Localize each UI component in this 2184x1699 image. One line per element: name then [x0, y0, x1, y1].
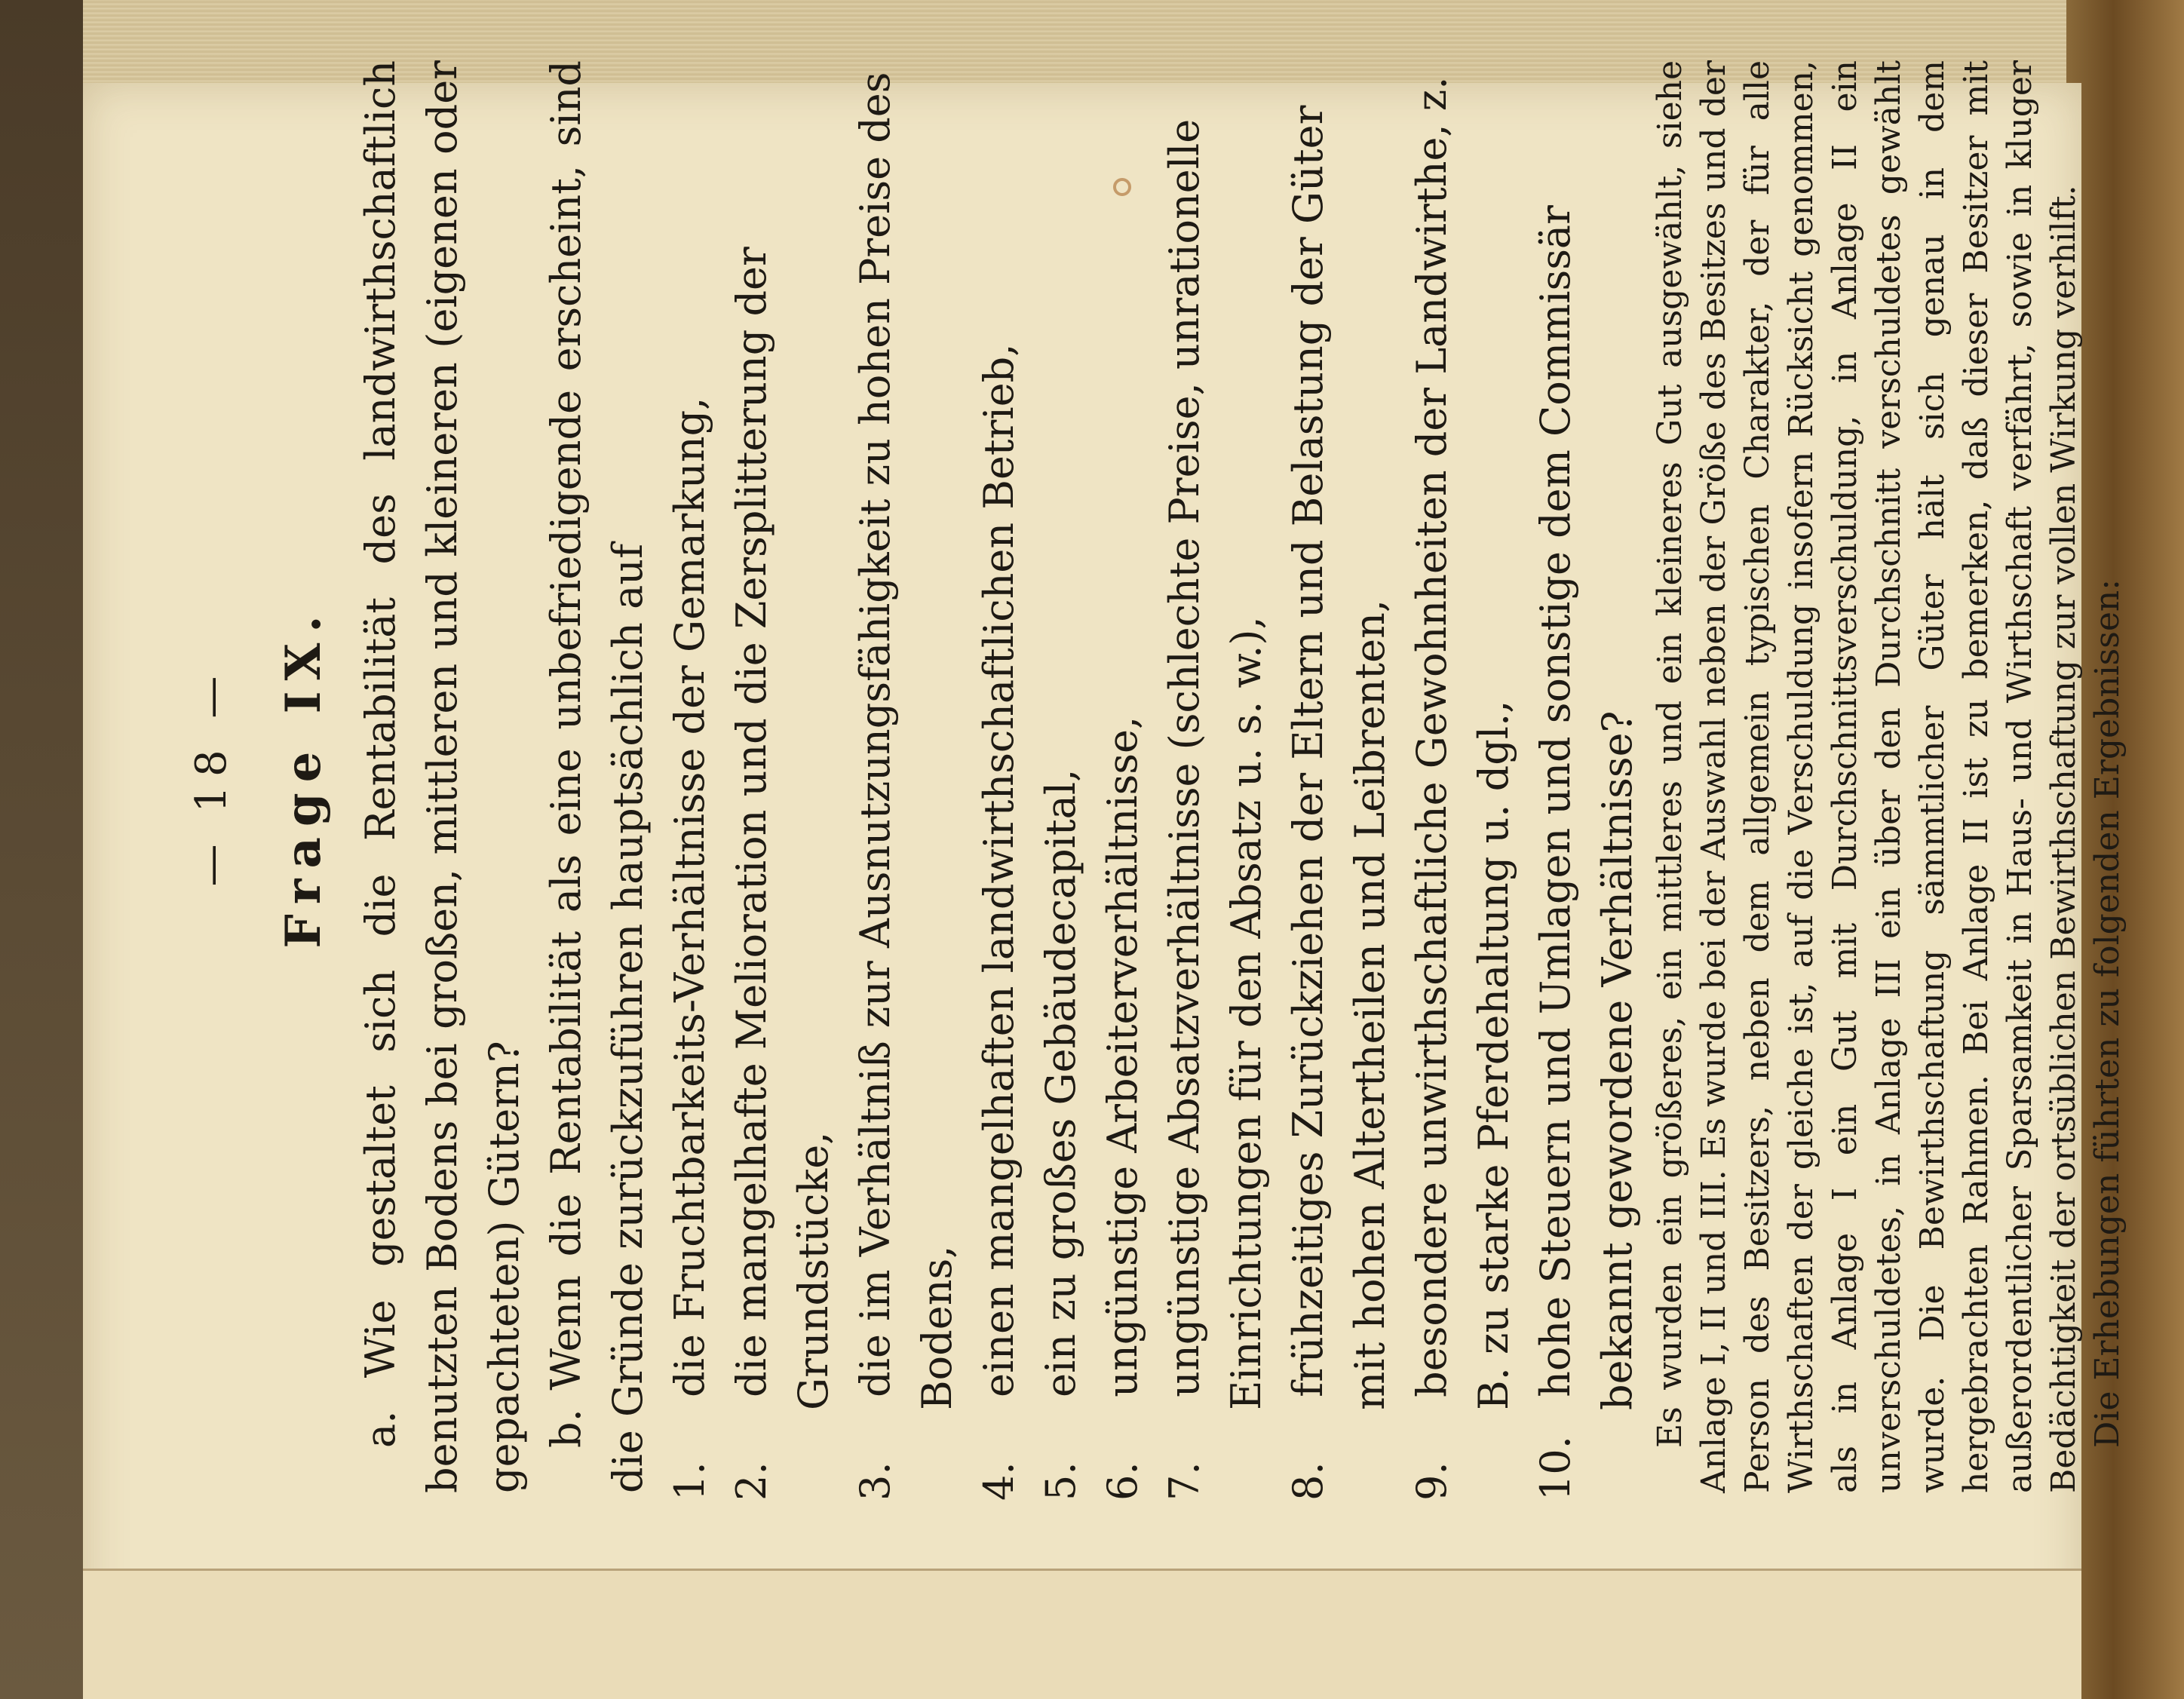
list-item-text: hohe Steuern und Umlagen und sonstige dem Commissär bekannt gewordene Verhältnisse?: [1532, 205, 1641, 1410]
question-label: a.: [357, 1410, 404, 1448]
list-item-number: 10.: [1532, 1436, 1579, 1501]
list-item: [1525, 60, 1649, 1501]
list-item-text: ungünstige Absatzverhältnisse (schlechte Preise, unrationelle Einrichtungen für den Absatz u. s. w.),: [1161, 118, 1270, 1410]
list-item: [1278, 60, 1401, 1501]
page-text: [181, 60, 2127, 1501]
list-item-number: 8.: [1284, 1461, 1332, 1501]
list-item: [659, 60, 721, 1501]
list-item-number: 3.: [851, 1461, 899, 1501]
list-item: [1030, 60, 1092, 1501]
list-item-text: ein zu großes Gebäudecapital,: [1037, 768, 1084, 1397]
list-item-number: 9.: [1408, 1461, 1455, 1501]
list-item-text: besondere unwirthschaftliche Gewohnheiten der Landwirthe, z. B. zu starke Pferdehaltung u. dgl.,: [1408, 76, 1517, 1410]
question-text: Wenn die Rentabilität als eine unbefriedigende erscheint, sind die Gründe zurückzuführen hauptsächlich auf: [542, 60, 652, 1493]
list-item-number: 7.: [1161, 1461, 1208, 1501]
page-number: — 18 —: [187, 667, 236, 887]
rotated-text-block: [181, 60, 2127, 1501]
question-b: [535, 60, 659, 1493]
question-text: Wie gestaltet sich die Rentabilität des landwirthschaftlich benutzten Bodens bei großen, mittleren und kleineren (eigenen oder gepachteten) Gütern?: [357, 60, 528, 1493]
list-item-text: die Fruchtbarkeits-Verhältnisse der Gemarkung,: [666, 397, 713, 1397]
list-item-number: 4.: [975, 1461, 1023, 1501]
question-label: b.: [542, 1409, 590, 1448]
list-item-text: einen mangelhaften landwirthschaftlichen Betrieb,: [975, 343, 1023, 1397]
closing-line: Die Erhebungen führten zu folgenden Ergebnissen:: [2088, 578, 2127, 1448]
list-item-number: 2.: [728, 1461, 775, 1501]
list-item: [721, 60, 845, 1501]
facing-page: [83, 1569, 2081, 1699]
list-item-text: frühzeitiges Zurückziehen der Eltern und Belastung der Güter mit hohen Altertheilen und Leibrenten,: [1284, 105, 1394, 1410]
question-a: [350, 60, 535, 1493]
list-item: [845, 60, 968, 1501]
body-paragraph: Es wurden ein größeres, ein mittleres und ein kleineres Gut ausgewählt, siehe Anlage I, II und III. Es wurde bei der Auswahl neben der Größe des Besitzes und der Person des Besitzers, neben dem allgemein typischen Charakter, der für alle Wirthschaften der gleiche ist, auf die Verschuldung insofern Rücksicht genommen, als in Anlage I ein Gut mit Durchschnittsverschuldung, in Anlage II ein unverschuldetes, in Anlage III ein über den Durchschnitt verschuldetes gewählt wurde. Die Bewirthschaftung sämmtlicher Güter hält sich genau in dem hergebrachten Rahmen. Bei Anlage II ist zu bemerken, daß dieser Besitzer mit außerordentlicher Sparsamkeit in Haus- und Wirthschaft verfährt, sowie in kluger Bedächtigkeit der ortsüblichen Bewirthschaftung zur vollen Wirkung verhilft.: [1651, 60, 2083, 1493]
list-item-text: ungünstige Arbeiterverhältnisse,: [1099, 716, 1146, 1397]
list-item: [968, 60, 1030, 1501]
list-item: [1401, 60, 1525, 1501]
list-item: [1092, 60, 1154, 1501]
list-item-number: 5.: [1037, 1461, 1084, 1501]
list-item: [1154, 60, 1278, 1501]
list-item-text: die im Verhältniß zur Ausnutzungsfähigkeit zu hohen Preise des Bodens,: [851, 72, 961, 1410]
list-item-text: die mangelhafte Melioration und die Zersplitterung der Grundstücke,: [728, 247, 837, 1410]
list-item-number: 6.: [1099, 1461, 1146, 1501]
list-item-number: 1.: [666, 1461, 713, 1501]
page-heading: Frage IX.: [275, 605, 332, 949]
